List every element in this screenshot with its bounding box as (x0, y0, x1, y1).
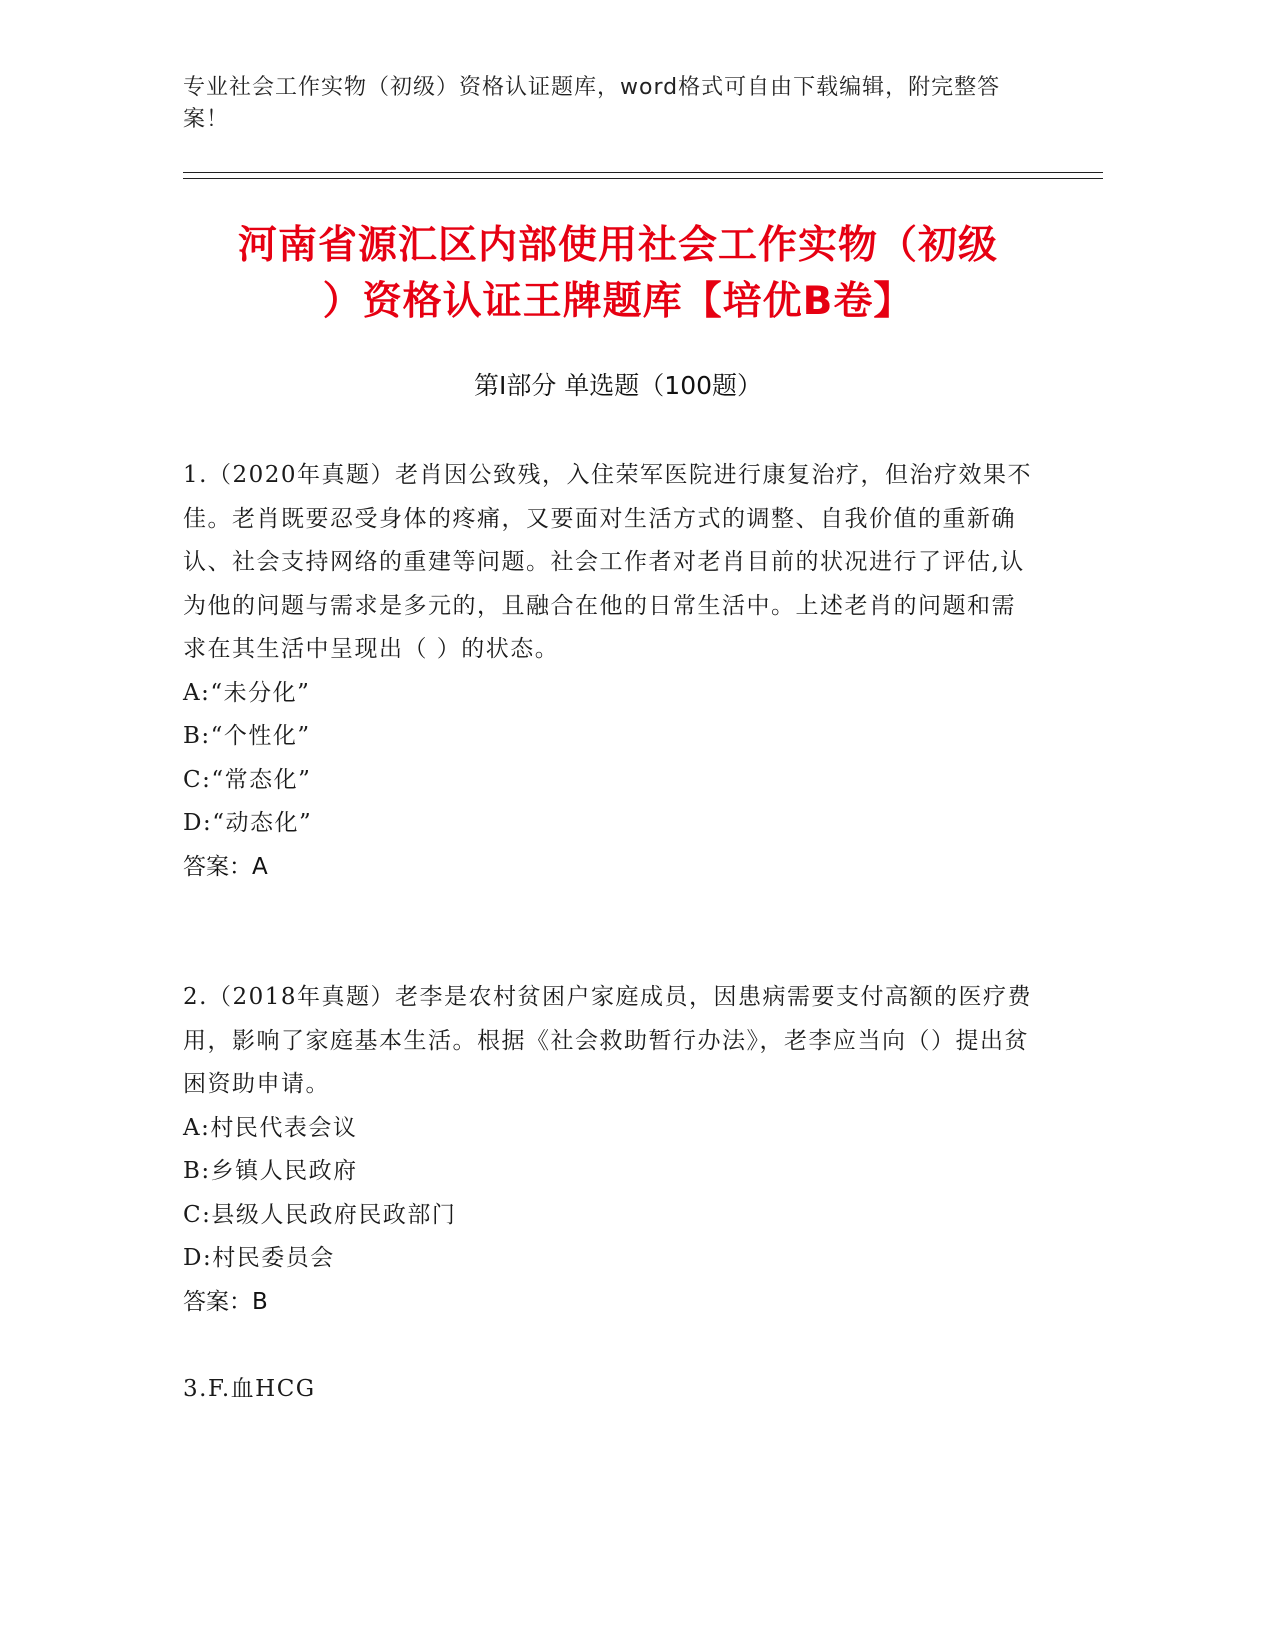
question-3 (183, 1368, 1033, 1412)
option-d: D:村民委员会 (183, 1245, 335, 1271)
header-divider-bottom (183, 178, 1103, 179)
answer: 答案：B (183, 1288, 268, 1315)
option-a: A:村民代表会议 (183, 1114, 358, 1141)
option-b: B:“个性化” (183, 723, 311, 749)
option-c: C:“常态化” (183, 766, 312, 793)
answer: 答案：A (183, 853, 268, 880)
title-line-1: 河南省源汇区内部使用社会工作实物（初级 (237, 223, 998, 268)
header-note: 专业社会工作实物（初级）资格认证题库，word格式可自由下载编辑，附完整答案！ (183, 75, 1001, 132)
option-d: D:“动态化” (183, 810, 313, 836)
section-title: 第I部分 单选题（100题） (473, 371, 763, 400)
option-b: B:乡镇人民政府 (183, 1158, 358, 1184)
question-text: 1.（2020年真题）老肖因公致残，入住荣军医院进行康复治疗，但治疗效果不佳。老肖既要忍受身体的疼痛，又要面对生活方式的调整、自我价值的重新确认、社会支持网络的重建等问题。社会工作者对老肖目前的状况进行了评估,认为他的问题与需求是多元的，且融合在他的日常生活中。上述老肖的问题和需求在其生活中呈现出（ ）的状态。 (183, 462, 1032, 662)
question-1 (183, 454, 1033, 889)
title-line-2: ）资格认证王牌题库【培优B卷】 (322, 279, 914, 324)
question-text: 2.（2018年真题）老李是农村贫困户家庭成员，因患病需要支付高额的医疗费用，影响了家庭基本生活。根据《社会救助暂行办法》，老李应当向（）提出贫困资助申请。 (183, 984, 1032, 1097)
document-title (183, 218, 1053, 330)
question-text: 3.F.血HCG (183, 1376, 316, 1402)
option-a: A:“未分化” (183, 679, 311, 706)
header-divider-top (183, 172, 1103, 173)
question-2 (183, 976, 1033, 1324)
option-c: C:县级人民政府民政部门 (183, 1201, 457, 1228)
